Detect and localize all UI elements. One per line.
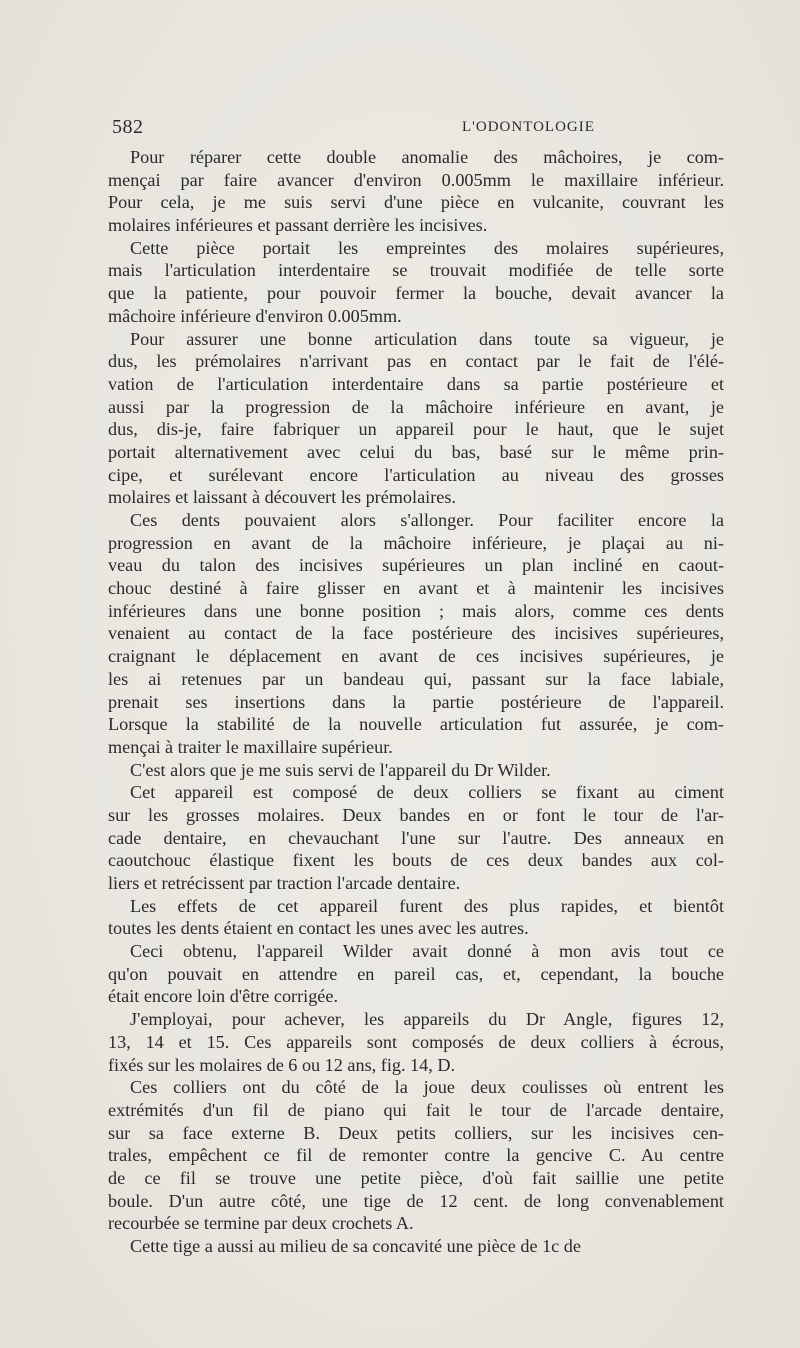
text-line: Ceci obtenu, l'appareil Wilder avait donné à mon avis tout ce: [130, 941, 724, 962]
text-line: fixés sur les molaires de 6 ou 12 ans, fig. 14, D.: [108, 1054, 456, 1075]
text-line: cipe, et surélevant encore l'articulation au niveau des grosses: [108, 464, 724, 485]
text-line: que la patiente, pour pouvoir fermer la bouche, devait avancer la: [108, 283, 724, 304]
text-line: de ce fil se trouve une petite pièce, d'où fait saillie une petite: [108, 1167, 724, 1188]
text-line: Pour réparer cette double anomalie des mâchoires, je com-: [130, 147, 724, 167]
text-line: toutes les dents étaient en contact les unes avec les autres.: [108, 918, 529, 939]
text-line: mâchoire inférieure d'environ 0.005mm.: [108, 305, 402, 326]
text-line: dus, dis-je, faire fabriquer un appareil pour le haut, que le sujet: [108, 419, 724, 440]
text-line: Pour cela, je me suis servi d'une pièce en vulcanite, couvrant les: [108, 192, 724, 213]
text-line: inférieures dans une bonne position ; mais alors, comme ces dents: [108, 600, 724, 621]
text-line: extrémités d'un fil de piano qui fait le tour de l'arcade dentaire,: [108, 1099, 724, 1120]
text-line: Cet appareil est composé de deux colliers se fixant au ciment: [130, 782, 724, 803]
text-line: 13, 14 et 15. Ces appareils sont composés de deux colliers à écrous,: [108, 1031, 724, 1052]
text-line: Pour assurer une bonne articulation dans toute sa vigueur, je: [130, 328, 724, 349]
text-line: était encore loin d'être corrigée.: [108, 986, 338, 1007]
text-line: Cette pièce portait les empreintes des molaires supérieures,: [130, 237, 724, 258]
text-line: Ces dents pouvaient alors s'allonger. Pour faciliter encore la: [130, 510, 724, 530]
text-line: Ces colliers ont du côté de la joue deux coulisses où entrent les: [130, 1077, 724, 1098]
text-line: molaires et laissant à découvert les prémolaires.: [108, 487, 456, 508]
text-line: J'employai, pour achever, les appareils du Dr Angle, figures 12,: [130, 1009, 724, 1030]
text-line: mençai par faire avancer d'environ 0.005mm le maxillaire inférieur.: [108, 169, 724, 190]
text-line: Les effets de cet appareil furent des plus rapides, et bientôt: [130, 895, 724, 916]
page-number: 582: [112, 116, 144, 138]
page-header: [112, 116, 712, 140]
text-line: veau du talon des incisives supérieures un plan incliné en caout-: [108, 555, 724, 576]
text-line: C'est alors que je me suis servi de l'appareil du Dr Wilder.: [130, 759, 551, 780]
text-line: trales, empêchent ce fil de remonter contre la gencive C. Au centre: [108, 1145, 724, 1166]
text-line: qu'on pouvait en attendre en pareil cas, et, cependant, la bouche: [108, 963, 724, 984]
text-line: aussi par la progression de la mâchoire inférieure en avant, je: [108, 396, 724, 417]
text-line: caoutchouc élastique fixent les bouts de ces deux bandes aux col-: [108, 850, 724, 871]
text-line: chouc destiné à faire glisser en avant et à maintenir les incisives: [108, 578, 724, 599]
text-line: sur les grosses molaires. Deux bandes en or font le tour de l'ar-: [108, 804, 724, 825]
text-line: liers et retrécissent par traction l'arcade dentaire.: [108, 873, 461, 893]
body-text: [108, 146, 724, 1258]
text-line: les ai retenues par un bandeau qui, passant sur la face labiale,: [108, 668, 724, 689]
text-line: recourbée se termine par deux crochets A.: [108, 1213, 414, 1234]
text-line: molaires inférieures et passant derrière les incisives.: [108, 215, 488, 236]
text-line: mençai à traiter le maxillaire supérieur.: [108, 736, 393, 757]
text-line: dus, les prémolaires n'arrivant pas en contact par le fait de l'élé-: [108, 351, 724, 372]
text-line: sur sa face externe B. Deux petits colliers, sur les incisives cen-: [108, 1122, 724, 1143]
text-line: prenait ses insertions dans la partie postérieure de l'appareil.: [108, 691, 724, 712]
text-line: progression en avant de la mâchoire inférieure, je plaçai au ni-: [108, 532, 724, 553]
text-line: portait alternativement avec celui du bas, basé sur le même prin-: [108, 441, 724, 462]
running-head: L'ODONTOLOGIE: [462, 119, 595, 135]
text-line: boule. D'un autre côté, une tige de 12 cent. de long convenablement: [108, 1190, 724, 1211]
text-line: cade dentaire, en chevauchant l'une sur l'autre. Des anneaux en: [108, 827, 724, 848]
text-line: vation de l'articulation interdentaire dans sa partie postérieure et: [108, 373, 724, 394]
text-line: venaient au contact de la face postérieure des incisives supérieures,: [108, 623, 724, 644]
text-line: craignant le déplacement en avant de ces incisives supérieures, je: [108, 646, 724, 667]
text-line: mais l'articulation interdentaire se trouvait modifiée de telle sorte: [108, 260, 724, 281]
text-line: Lorsque la stabilité de la nouvelle articulation fut assurée, je com-: [108, 714, 724, 735]
text-line: Cette tige a aussi au milieu de sa concavité une pièce de 1c de: [130, 1236, 581, 1256]
